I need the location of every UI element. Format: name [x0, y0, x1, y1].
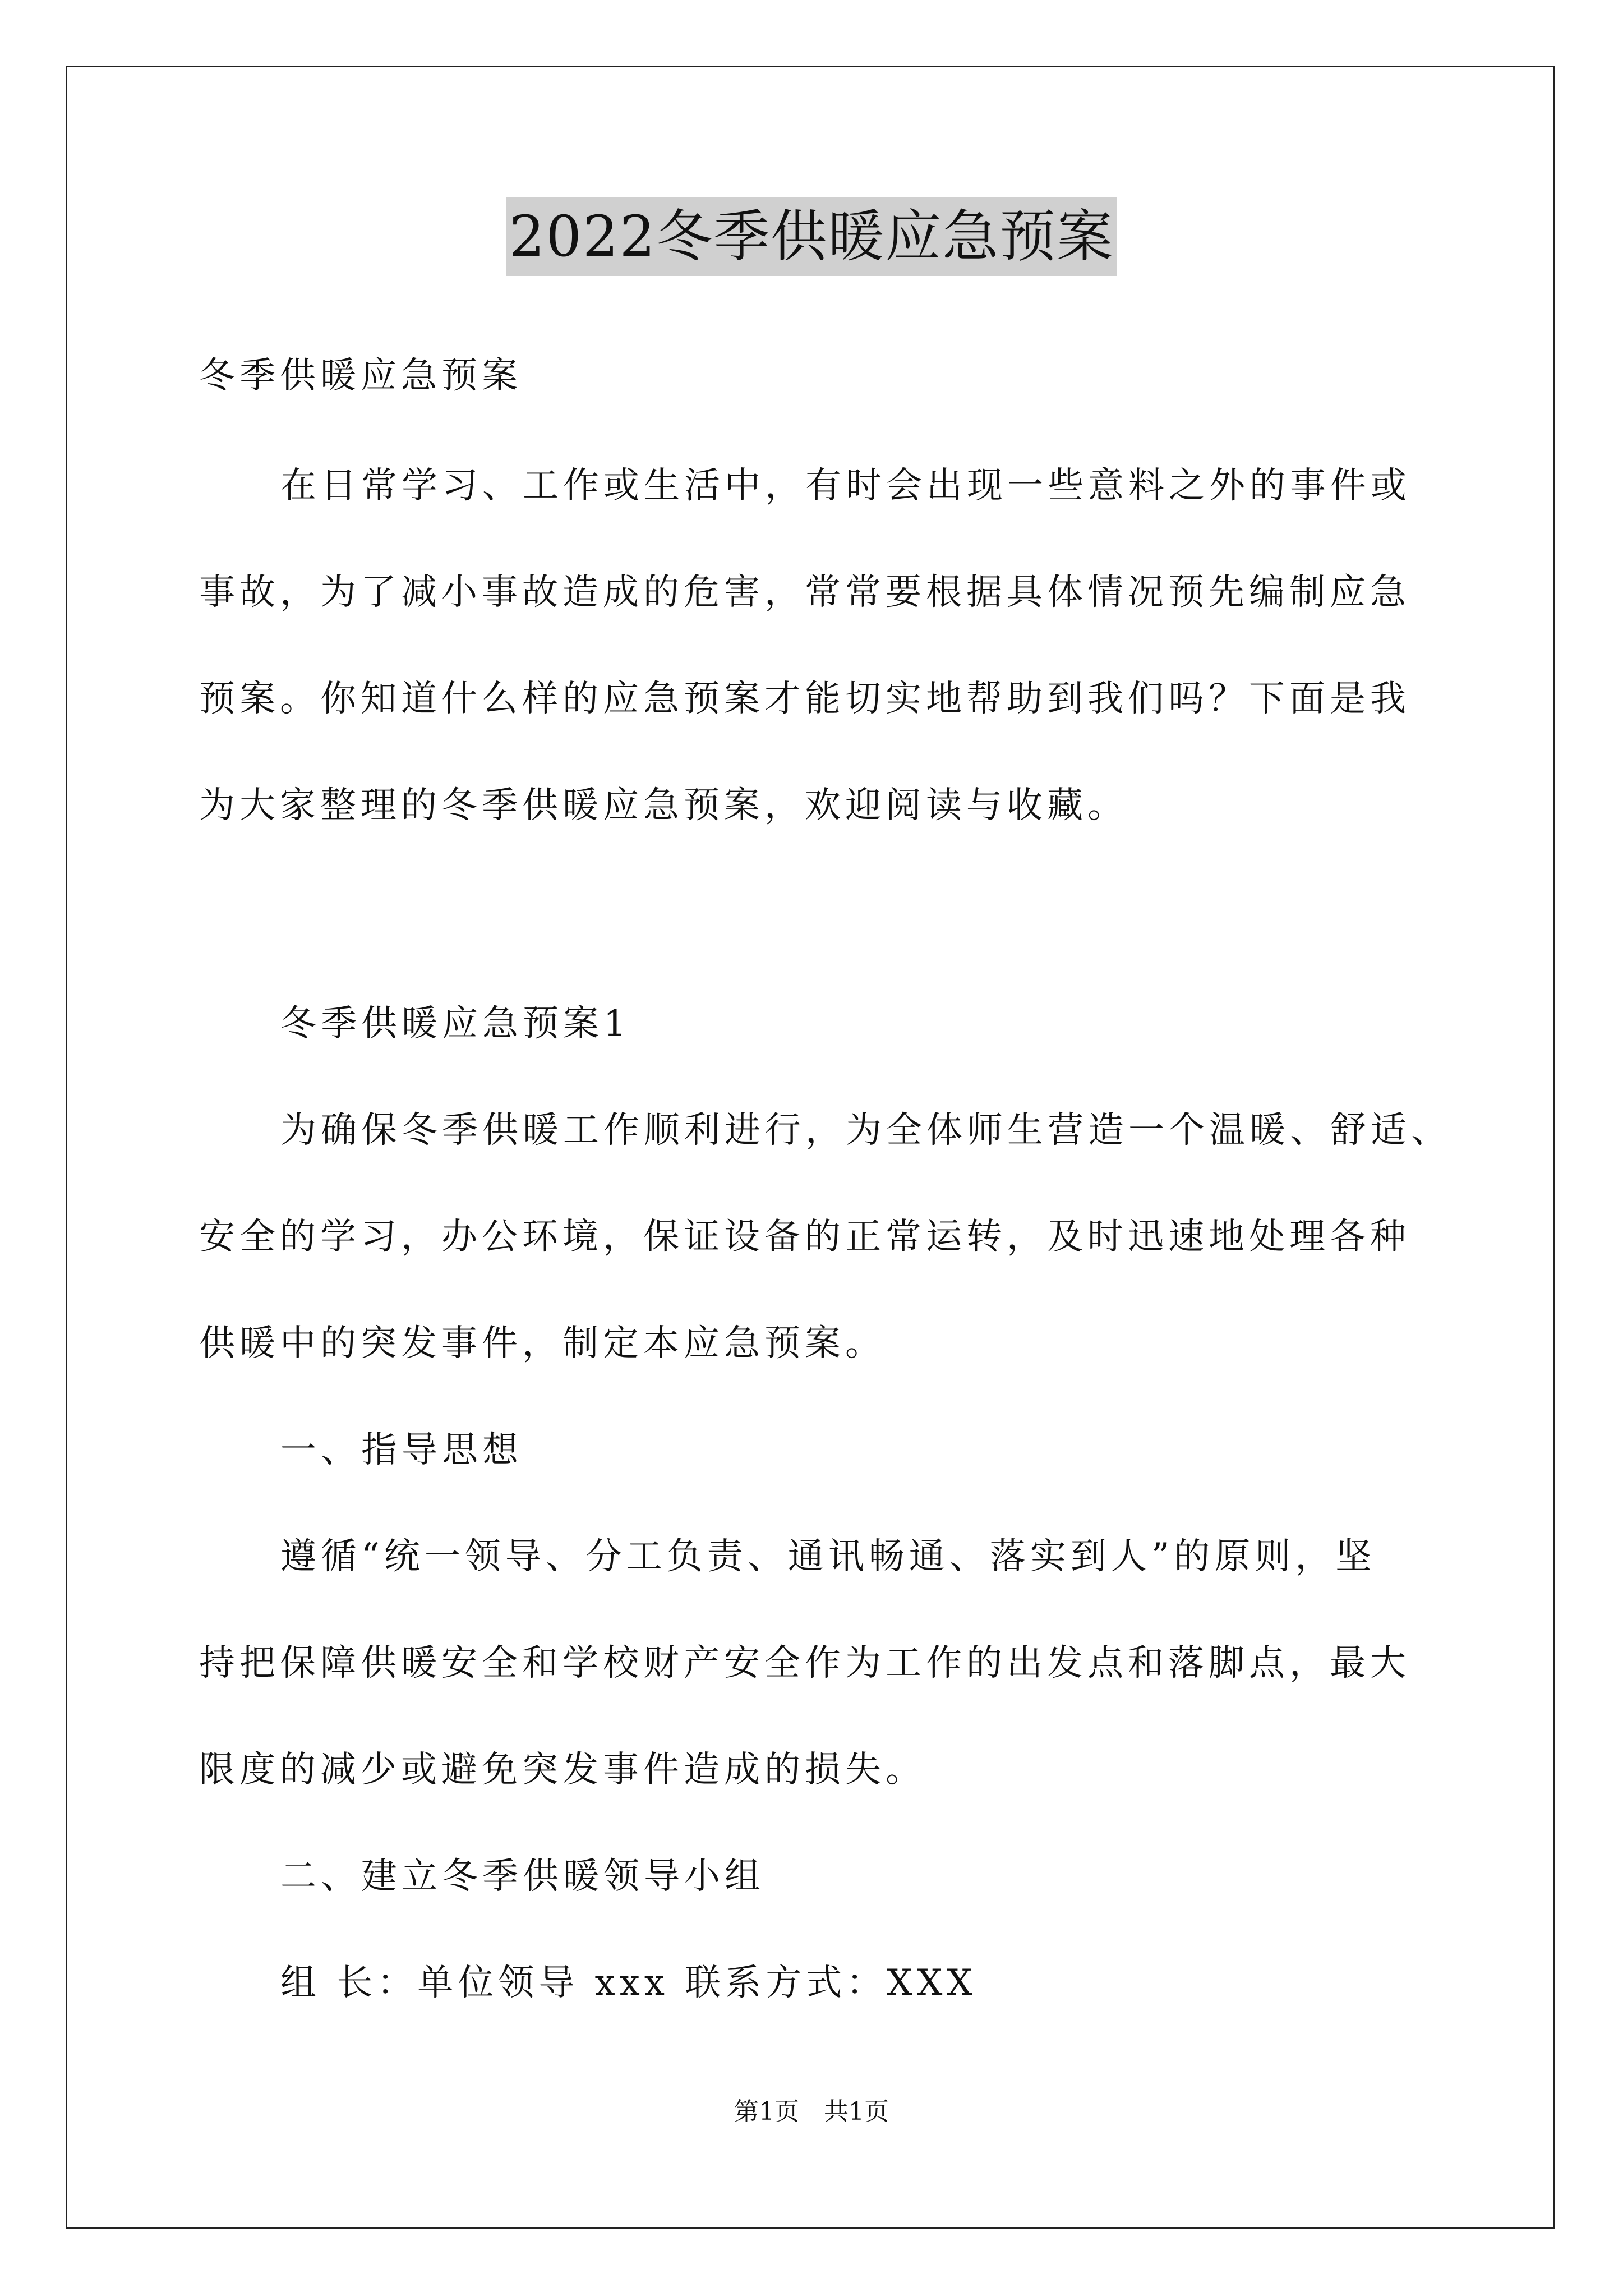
- paragraph-line: 供暖中的突发事件，制定本应急预案。: [199, 1323, 886, 1364]
- paragraph-line: 预案。你知道什么样的应急预案才能切实地帮助到我们吗？下面是我: [199, 678, 1410, 720]
- paragraph-line: 遵循“统一领导、分工负责、通讯畅通、落实到人”的原则，坚: [280, 1536, 1376, 1577]
- title-container: [0, 197, 1623, 276]
- section-heading: 一、指导思想: [280, 1429, 523, 1471]
- paragraph-line: 为大家整理的冬季供暖应急预案，欢迎阅读与收藏。: [199, 785, 1128, 826]
- subtitle-line: 冬季供暖应急预案: [199, 355, 522, 397]
- section-heading: 二、建立冬季供暖领导小组: [280, 1856, 765, 1897]
- page-footer: 第1页 共1页: [734, 2097, 889, 2126]
- document-title: 2022冬季供暖应急预案: [506, 197, 1118, 276]
- section-heading: 冬季供暖应急预案1: [280, 1003, 631, 1045]
- paragraph-line: 在日常学习、工作或生活中，有时会出现一些意料之外的事件或: [280, 465, 1411, 507]
- paragraph-line: 组 长：单位领导 xxx 联系方式：XXX: [280, 1962, 977, 2004]
- paragraph-line: 限度的减少或避免突发事件造成的损失。: [199, 1749, 926, 1791]
- paragraph-line: 事故，为了减小事故造成的危害，常常要根据具体情况预先编制应急: [199, 572, 1410, 613]
- paragraph-line: 安全的学习，办公环境，保证设备的正常运转，及时迅速地处理各种: [199, 1216, 1410, 1258]
- paragraph-line: 持把保障供暖安全和学校财产安全作为工作的出发点和落脚点，最大: [199, 1642, 1410, 1684]
- paragraph-line: 为确保冬季供暖工作顺利进行，为全体师生营造一个温暖、舒适、: [280, 1110, 1451, 1151]
